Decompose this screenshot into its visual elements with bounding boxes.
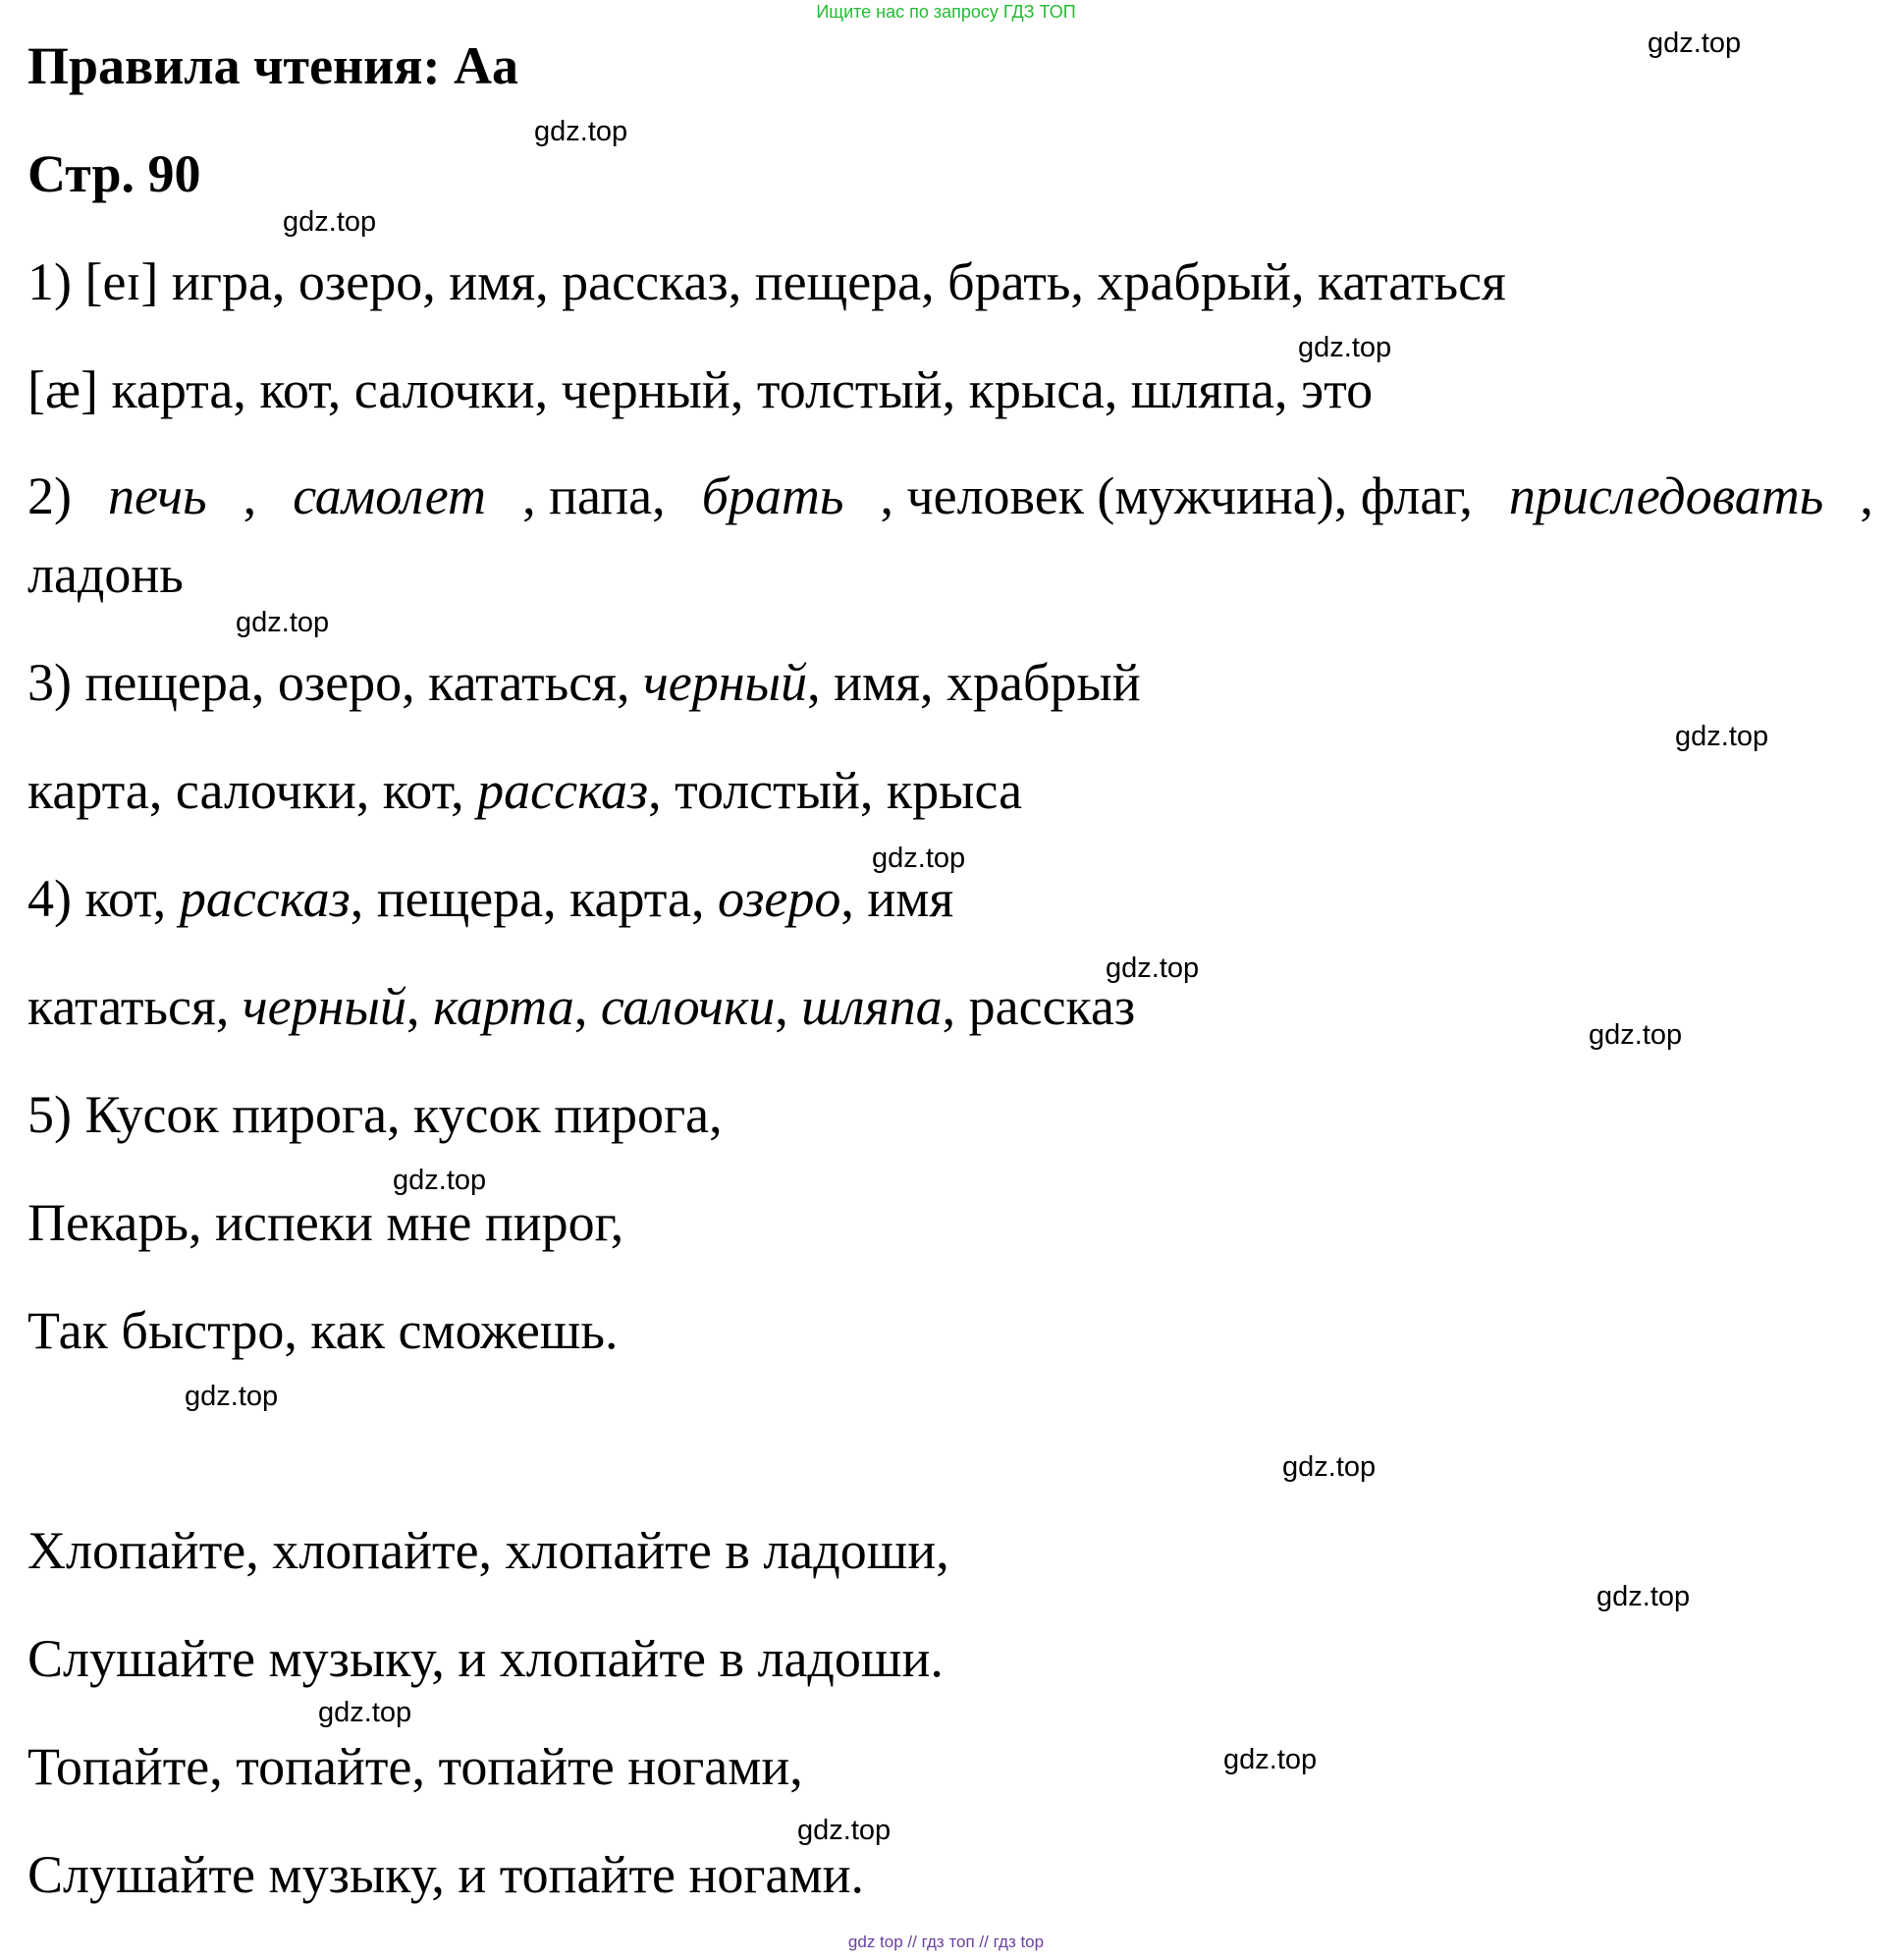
watermark: gdz.top [1648, 27, 1742, 59]
line-11 [27, 1301, 619, 1360]
text-run: Пекарь, испеки мне пирог, [27, 1193, 624, 1252]
watermark: gdz.top [318, 1697, 412, 1728]
italic-word: печь [108, 466, 207, 525]
watermark: gdz.top [185, 1381, 279, 1412]
italic-word: самолет [293, 466, 487, 525]
text-run: карта, салочки, кот, [27, 761, 478, 820]
line-6 [27, 761, 1023, 820]
watermark: gdz.top [1596, 1581, 1691, 1612]
watermark: gdz.top [1282, 1451, 1377, 1483]
top-banner: Ищите нас по запросу ГДЗ ТОП [816, 2, 1076, 22]
text-run: 5) Кусок пирога, кусок пирога, [27, 1085, 723, 1144]
text-run: , [405, 977, 433, 1036]
text-run: , [243, 466, 257, 525]
text-run: 1) [eɪ] игра, озеро, имя, рассказ, пещера, брать, храбрый, кататься [27, 252, 1506, 311]
text-run: 4) кот, [27, 869, 180, 928]
italic-word: рассказ [477, 761, 649, 820]
line-15 [27, 1845, 865, 1904]
text-run: 2) [27, 466, 72, 525]
line-4 [27, 545, 184, 604]
text-run: , человек (мужчина), флаг, [880, 466, 1473, 525]
italic-word: рассказ [179, 869, 351, 928]
text-run: [æ] карта, кот, салочки, черный, толстый, крыса, шляпа, это [27, 360, 1374, 419]
watermark: gdz.top [283, 206, 377, 238]
text-run: , папа, [522, 466, 666, 525]
section-title: Правила чтения: Aa [27, 36, 518, 95]
italic-word: приследовать [1508, 466, 1824, 525]
line-2 [27, 360, 1374, 419]
watermark: gdz.top [797, 1815, 892, 1846]
watermark: gdz.top [1223, 1744, 1318, 1775]
text-run: , рассказ [942, 977, 1136, 1036]
text-run: Слушайте музыку, и топайте ногами. [27, 1845, 865, 1904]
text-run: , толстый, крыса [648, 761, 1023, 820]
line-5 [27, 653, 1141, 712]
text-run: 3) пещера, озеро, кататься, [27, 653, 644, 712]
bottom-banner: gdz top // гдз топ // гдз top [847, 1933, 1045, 1951]
text-run: кататься, [27, 977, 243, 1036]
line-13 [27, 1629, 944, 1688]
text-run: ладонь [27, 545, 184, 604]
text-run: Слушайте музыку, и хлопайте в ладоши. [27, 1629, 944, 1688]
text-run: Топайте, топайте, топайте ногами, [27, 1737, 803, 1796]
text-run: Так быстро, как сможешь. [27, 1301, 619, 1360]
line-8 [27, 977, 1136, 1036]
line-1 [27, 252, 1506, 311]
italic-word: брать [701, 466, 844, 525]
watermark: gdz.top [1106, 953, 1200, 984]
italic-word: шляпа [801, 977, 943, 1036]
text-run: , [573, 977, 601, 1036]
line-12 [27, 1521, 949, 1580]
italic-word: озеро [718, 869, 841, 928]
italic-word: черный [643, 653, 808, 712]
italic-word: салочки [600, 977, 776, 1036]
watermark: gdz.top [534, 116, 628, 147]
watermark: gdz.top [1589, 1019, 1683, 1051]
watermark: gdz.top [872, 843, 966, 874]
line-10 [27, 1193, 624, 1252]
watermark: gdz.top [1298, 332, 1392, 363]
text-run: , [775, 977, 802, 1036]
line-14 [27, 1737, 803, 1796]
watermark: gdz.top [393, 1165, 487, 1196]
line-3 [27, 466, 1873, 525]
line-7 [27, 869, 954, 928]
line-9 [27, 1085, 723, 1144]
text-run: , [1860, 466, 1873, 525]
text-run: Хлопайте, хлопайте, хлопайте в ладоши, [27, 1521, 949, 1580]
text-run: , пещера, карта, [350, 869, 719, 928]
italic-word: карта [432, 977, 574, 1036]
italic-word: черный [242, 977, 406, 1036]
text-run: , имя [840, 869, 954, 928]
text-run: , имя, храбрый [807, 653, 1141, 712]
watermark: gdz.top [1675, 721, 1769, 752]
watermark: gdz.top [236, 607, 330, 638]
page-number: Стр. 90 [27, 144, 201, 203]
